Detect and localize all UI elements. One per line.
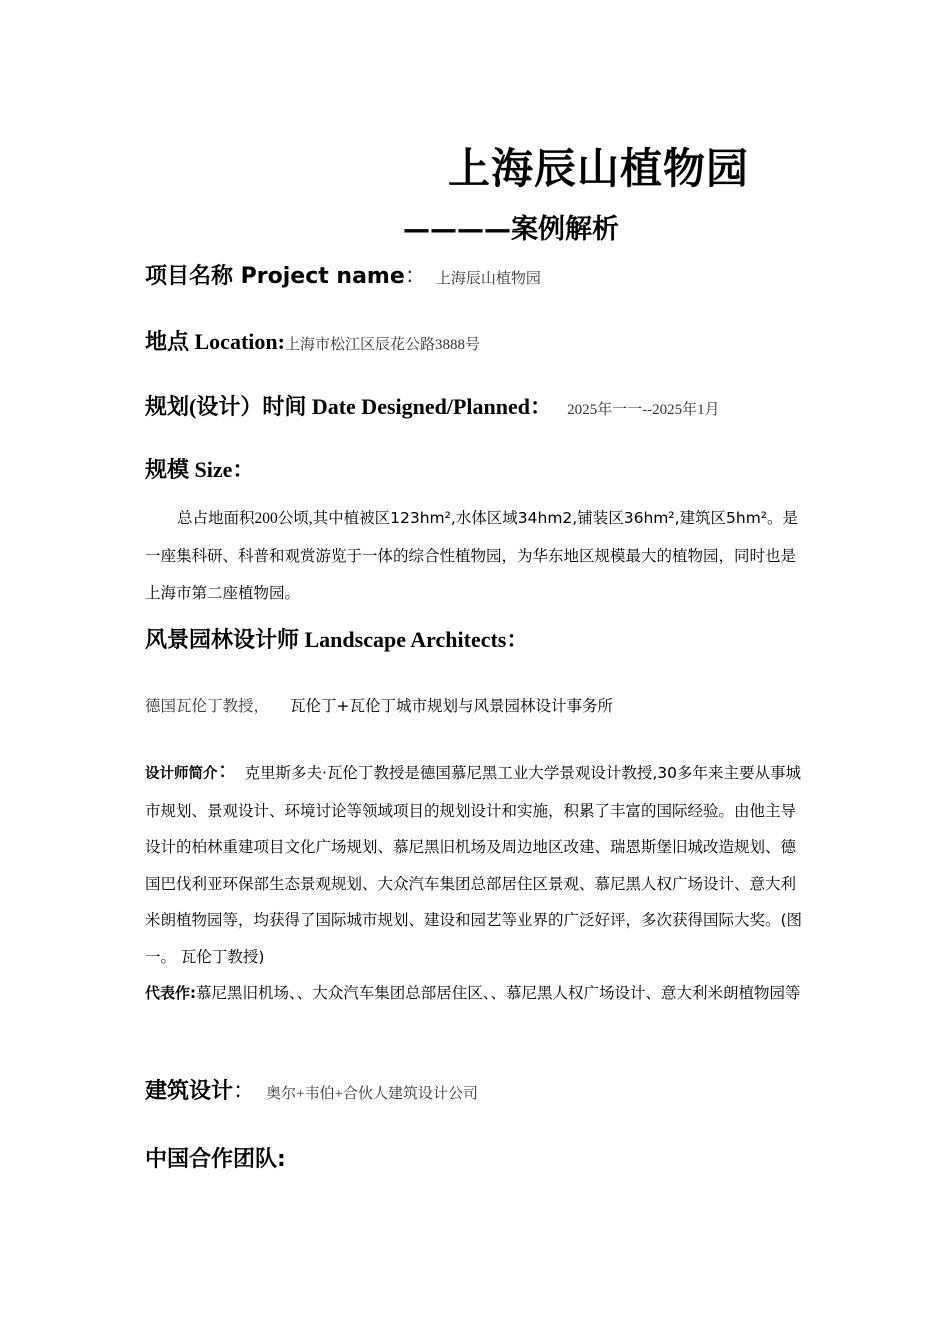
designer-intro-paragraph xyxy=(145,754,810,1012)
architecture-value: 奥尔+韦伯+合伙人建筑设计公司 xyxy=(266,1086,479,1102)
page-subtitle: ————案例解析 xyxy=(403,214,619,245)
landscape-firm: 瓦伦丁+瓦伦丁城市规划与风景园林设计事务所 xyxy=(289,697,613,715)
architecture-row xyxy=(145,1074,478,1105)
date-label: 规划(设计）时间 Date Designed/Planned： xyxy=(145,394,553,419)
designer-intro-label: 设计师简介 xyxy=(145,766,218,782)
date-row xyxy=(145,390,720,421)
china-team-row xyxy=(145,1142,286,1173)
location-row xyxy=(145,325,480,356)
size-text-1: 总占地面积200公顷, xyxy=(177,510,313,527)
landscape-label: 风景园林设计师 Landscape Architects： xyxy=(145,627,529,652)
works-text: 慕尼黑旧机场、、大众汽车集团总部居住区、、慕尼黑人权广场设计、意大利米朗植物园等 xyxy=(196,984,801,1002)
architecture-label: 建筑设计 xyxy=(145,1079,234,1104)
size-row xyxy=(145,453,254,484)
location-value: 上海市松江区辰花公路3888号 xyxy=(284,337,480,353)
page-title: 上海辰山植物园 xyxy=(448,144,750,193)
landscape-name: 德国瓦伦丁教授， xyxy=(145,698,270,715)
size-text-3: 5hm²。 xyxy=(726,509,783,527)
location-label: 地点 Location: xyxy=(145,329,285,354)
landscape-detail-row xyxy=(145,694,613,716)
china-team-label: 中国合作团队: xyxy=(145,1147,286,1172)
size-paragraph xyxy=(145,500,810,613)
project-name-label: 项目名称 Project name xyxy=(145,264,405,289)
size-label: 规模 Size： xyxy=(145,457,255,482)
architecture-colon: ： xyxy=(233,1079,256,1104)
works-label: 代表作: xyxy=(145,984,196,1002)
project-name-value: 上海辰山植物园 xyxy=(435,271,541,287)
designer-intro-text: 克里斯多夫·瓦伦丁教授是德国慕尼黑工业大学景观设计教授,30多年来主要从事城市规划、景观设计、环境讨论等领域项目的规划设计和实施，积累了丰富的国际经验。由他主导设计的柏林重建项目文化广场规划、慕尼黑旧机场及周边地区改建、瑞恩斯堡旧城改造规划、德国巴伐利亚环保部生态景观规划、大众汽车集团总部居住区景观、慕尼黑人权广场设计、意大利米朗植物园等，均获得了国际城市规划、建设和园艺等业界的广泛好评，多次获得国际大奖。(图一。 瓦伦丁教授) xyxy=(145,764,803,966)
size-text-4: 是一座集科研、科普和观赏游览于一体的综合性植物园，为华东地区规模最大的植物园，同时也是上海市第二座植物园。 xyxy=(145,510,799,602)
project-name-row xyxy=(145,259,541,290)
landscape-row xyxy=(145,623,528,654)
date-value: 2025年一一--2025年1月 xyxy=(567,402,720,418)
size-text-2: 其中植被区123hm²,水体区域34hm2,铺装区36hm²,建筑区 xyxy=(312,509,727,527)
project-name-sep: ： xyxy=(404,264,427,289)
designer-intro-colon: ： xyxy=(217,759,240,784)
